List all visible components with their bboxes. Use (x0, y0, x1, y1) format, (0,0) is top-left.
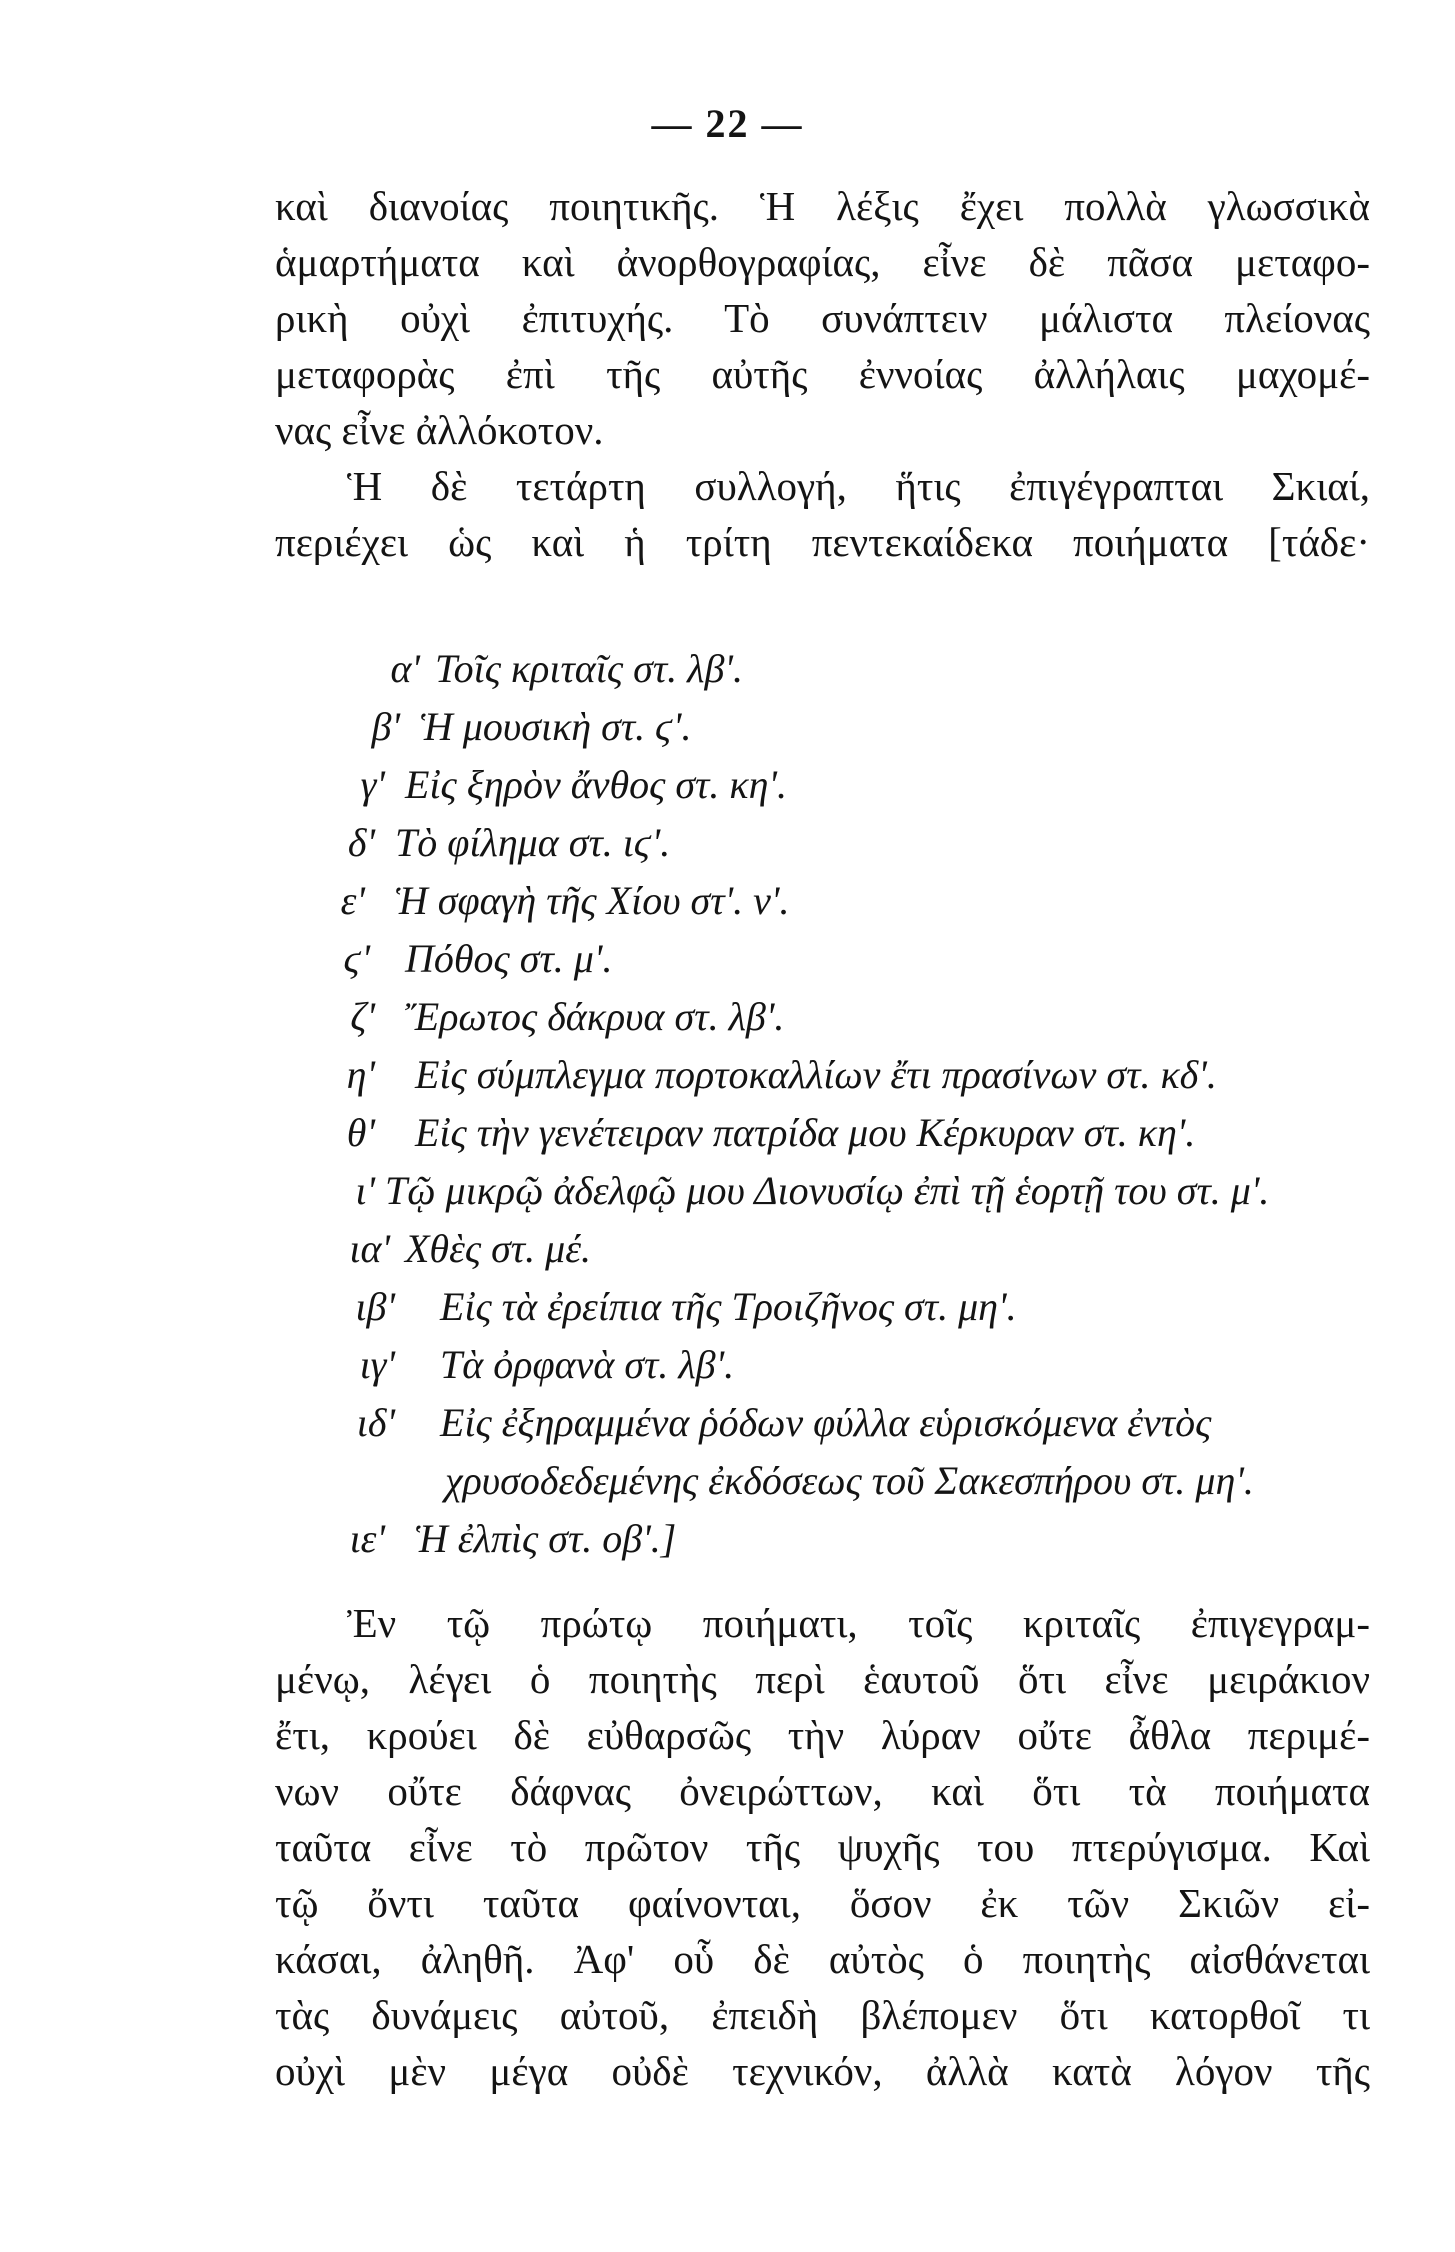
poem-title: χρυσοδεδεμένης ἐκδόσεως τοῦ Σακεσπήρου στ. μη'. (445, 1458, 1254, 1503)
poem-number: ιε' (349, 1516, 385, 1561)
text-line: ἔτι, κρούει δὲ εὐθαρσῶς τὴν λύραν οὔτε ἆθλα περιμέ- (275, 1712, 1370, 1758)
poem-number: ιβ' (355, 1284, 395, 1329)
poem-title: Ἡ σφαγὴ τῆς Χίου στ'. ν'. (395, 878, 790, 923)
poem-number: ε' (340, 878, 365, 923)
poem-list-item (0, 988, 1455, 1046)
text-line: τῷ ὄντι ταῦτα φαίνονται, ὅσον ἐκ τῶν Σκιῶν εἰ- (275, 1880, 1370, 1926)
poem-list-item (0, 698, 1455, 756)
text-line: ταῦτα εἶνε τὸ πρῶτον τῆς ψυχῆς του πτερύγισμα. Καὶ (275, 1824, 1370, 1870)
text-line: οὐχὶ μὲν μέγα οὐδὲ τεχνικόν, ἀλλὰ κατὰ λόγον τῆς (275, 2048, 1370, 2094)
poem-title: Τοῖς κριταῖς στ. λβ'. (435, 646, 743, 691)
text-line: Ἐν τῷ πρώτῳ ποιήματι, τοῖς κριταῖς ἐπιγεγραμ- (347, 1600, 1370, 1646)
poem-number: ια' (349, 1226, 390, 1271)
text-line: ἁμαρτήματα καὶ ἀνορθογραφίας, εἶνε δὲ πᾶσα μεταφο- (275, 239, 1370, 285)
poem-title: Χθὲς στ. μέ. (405, 1226, 591, 1271)
poem-title: Ἡ ἐλπὶς στ. οβ'.] (415, 1516, 677, 1561)
poem-list-item (0, 756, 1455, 814)
poem-number: β' (371, 704, 400, 749)
poem-number: ιγ' (359, 1342, 395, 1387)
poem-number: ζ' (350, 994, 375, 1039)
poem-number: γ' (360, 762, 385, 807)
poem-title: Τὰ ὀρφανὰ στ. λβ'. (440, 1342, 735, 1387)
poem-list-item (0, 1394, 1455, 1452)
poem-title: Τὸ φίλημα στ. ιϛ'. (395, 820, 671, 865)
paragraph-1 (275, 178, 1370, 570)
poem-title: Πόθος στ. μ'. (405, 936, 613, 981)
poem-title: Τῷ μικρῷ ἀδελφῷ μου Διονυσίῳ ἐπὶ τῇ ἑορτῇ του στ. μ'. (385, 1168, 1270, 1213)
text-line: κάσαι, ἀληθῆ. Ἀφ' οὗ δὲ αὐτὸς ὁ ποιητὴς αἰσθάνεται (275, 1936, 1370, 1982)
poem-number: α' (390, 646, 420, 691)
poem-list-item (0, 814, 1455, 872)
poem-number: δ' (347, 820, 375, 865)
poem-list-item (0, 1510, 1455, 1568)
poem-list-item (0, 1104, 1455, 1162)
poem-list-item (0, 1046, 1455, 1104)
poem-number: η' (346, 1052, 375, 1097)
poem-title: Εἰς τὴν γενέτειραν πατρίδα μου Κέρκυραν στ. κη'. (415, 1110, 1196, 1155)
poem-number: θ' (346, 1110, 375, 1155)
text-line: μένῳ, λέγει ὁ ποιητὴς περὶ ἑαυτοῦ ὅτι εἶνε μειράκιον (275, 1656, 1370, 1702)
poem-list-item (0, 1162, 1455, 1220)
poem-number: ϛ' (343, 936, 370, 981)
poem-title: Εἰς σύμπλεγμα πορτοκαλλίων ἔτι πρασίνων στ. κδ'. (415, 1052, 1217, 1097)
poem-list-item (0, 640, 1455, 698)
poem-list-item (0, 1278, 1455, 1336)
poem-title: Εἰς ἐξηραμμένα ῥόδων φύλλα εὑρισκόμενα ἐντὸς (440, 1400, 1212, 1445)
poem-list-item (0, 930, 1455, 988)
poem-number: ιδ' (356, 1400, 395, 1445)
poem-list-item (0, 1452, 1455, 1510)
poem-list-item (0, 1220, 1455, 1278)
poem-list-item (0, 872, 1455, 930)
text-line: μεταφορὰς ἐπὶ τῆς αὐτῆς ἐννοίας ἀλλήλαις μαχομέ- (275, 351, 1370, 397)
text-line: ρικὴ οὐχὶ ἐπιτυχής. Τὸ συνάπτειν μάλιστα πλείονας (275, 295, 1370, 341)
poem-list (0, 640, 1455, 1568)
page-number: — 22 — (651, 101, 804, 146)
text-line: τὰς δυνάμεις αὐτοῦ, ἐπειδὴ βλέπομεν ὅτι κατορθοῖ τι (275, 1992, 1370, 2038)
poem-title: Ἡ μουσικὴ στ. ϛ'. (420, 704, 692, 749)
text-line: νας εἶνε ἀλλόκοτον. (275, 407, 604, 453)
paragraph-2 (275, 1595, 1370, 2099)
text-line: καὶ διανοίας ποιητικῆς. Ἡ λέξις ἔχει πολλὰ γλωσσικὰ (275, 183, 1370, 229)
poem-list-item (0, 1336, 1455, 1394)
poem-title: Ἔρωτος δάκρυα στ. λβ'. (405, 994, 785, 1039)
poem-number: ι' (355, 1168, 375, 1213)
text-line: νων οὔτε δάφνας ὀνειρώττων, καὶ ὅτι τὰ ποιήματα (275, 1768, 1370, 1814)
poem-title: Εἰς τὰ ἐρείπια τῆς Τροιζῆνος στ. μη'. (440, 1284, 1017, 1329)
text-line: περιέχει ὡς καὶ ἡ τρίτη πεντεκαίδεκα ποιήματα [τάδε· (275, 519, 1370, 565)
text-line: Ἡ δὲ τετάρτη συλλογή, ἥτις ἐπιγέγραπται Σκιαί, (347, 463, 1370, 509)
poem-title: Εἰς ξηρὸν ἄνθος στ. κη'. (405, 762, 787, 807)
